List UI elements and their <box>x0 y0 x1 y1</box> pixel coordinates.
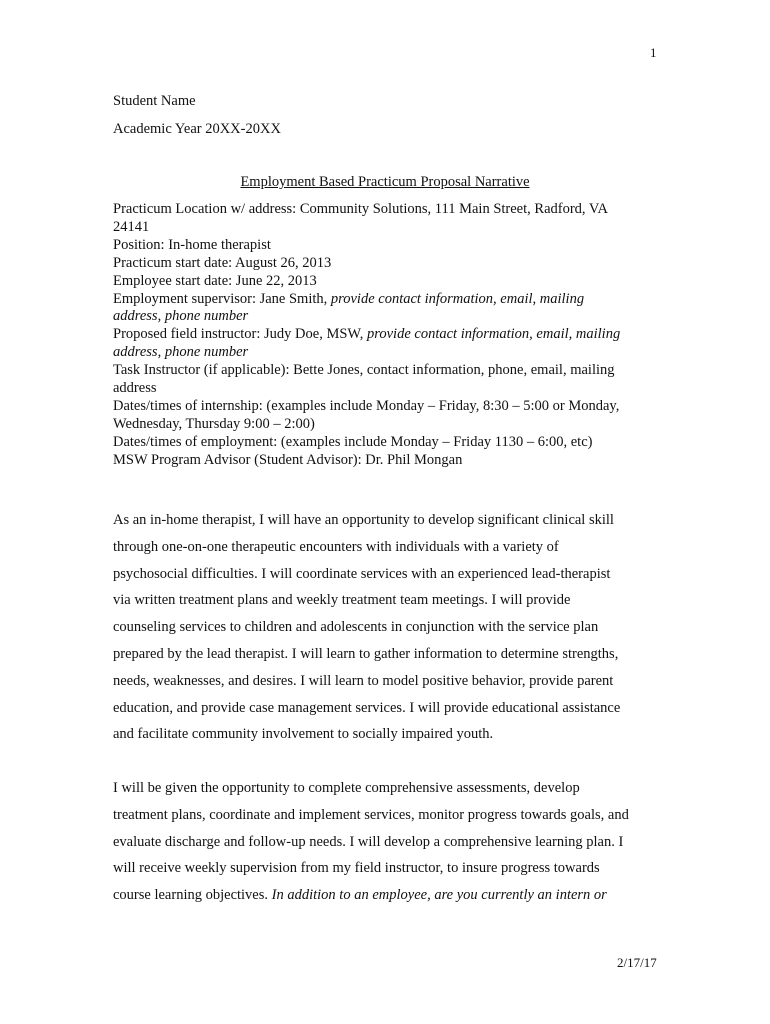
field-instructor-label: Proposed field instructor: Judy Doe, MSW, <box>113 326 368 343</box>
practicum-start-line: Practicum start date: August 26, 2013 <box>113 254 332 271</box>
paragraph-line: and facilitate community involvement to socially impaired youth. <box>113 726 494 743</box>
supervisor-contact-note-cont: address, phone number <box>113 308 249 325</box>
location-zip-line: 24141 <box>113 218 150 235</box>
document-title: Employment Based Practicum Proposal Narrative <box>240 174 530 190</box>
paragraph-line <box>113 887 658 914</box>
field-instructor-contact-note-cont: address, phone number <box>113 344 249 361</box>
instruction-note: In addition to an employee, are you currently an intern or <box>271 887 607 904</box>
academic-year: Academic Year 20XX-20XX <box>113 121 281 137</box>
field-instructor-contact-note: provide contact information, email, mailing <box>367 326 621 343</box>
student-name: Student Name <box>113 93 196 109</box>
paragraph-line: via written treatment plans and weekly treatment team meetings. I will provide <box>113 592 571 609</box>
practicum-details <box>113 201 658 470</box>
paragraph-line-text: course learning objectives. <box>113 887 272 904</box>
paragraph-line: needs, weaknesses, and desires. I will learn to model positive behavior, provide parent <box>113 672 614 689</box>
paragraph-line: through one-on-one therapeutic encounters with individuals with a variety of <box>113 538 559 555</box>
narrative-paragraph-2 <box>113 780 658 914</box>
location-line: Practicum Location w/ address: Community Solutions, 111 Main Street, Radford, VA <box>113 201 608 217</box>
supervisor-line <box>113 291 658 309</box>
task-instructor-line-cont: address <box>113 380 157 397</box>
footer-date: 2/17/17 <box>617 955 657 970</box>
employment-times-line: Dates/times of employment: (examples include Monday – Friday 1130 – 6:00, etc) <box>113 433 593 450</box>
position-line: Position: In-home therapist <box>113 236 271 253</box>
paragraph-line: As an in-home therapist, I will have an opportunity to develop significant clinical skill <box>113 512 614 528</box>
paragraph-line: education, and provide case management services. I will provide educational assistance <box>113 699 621 716</box>
internship-times-line: Dates/times of internship: (examples include Monday – Friday, 8:30 – 5:00 or Monday, <box>113 397 620 414</box>
internship-times-line-cont: Wednesday, Thursday 9:00 – 2:00) <box>113 415 315 432</box>
advisor-line: MSW Program Advisor (Student Advisor): Dr. Phil Mongan <box>113 451 463 468</box>
supervisor-label: Employment supervisor: Jane Smith, <box>113 290 331 307</box>
paragraph-line: evaluate discharge and follow-up needs. I will develop a comprehensive learning plan. I <box>113 833 624 850</box>
employee-start-line: Employee start date: June 22, 2013 <box>113 272 317 289</box>
paragraph-line: prepared by the lead therapist. I will learn to gather information to determine strengths, <box>113 645 619 662</box>
task-instructor-line: Task Instructor (if applicable): Bette Jones, contact information, phone, email, mailing <box>113 362 615 379</box>
paragraph-line: I will be given the opportunity to complete comprehensive assessments, develop <box>113 780 580 796</box>
paragraph-line: psychosocial difficulties. I will coordinate services with an experienced lead-therapist <box>113 565 611 582</box>
page-number: 1 <box>650 45 657 60</box>
narrative-paragraph-1 <box>113 512 658 753</box>
paragraph-line: treatment plans, coordinate and implement services, monitor progress towards goals, and <box>113 806 629 823</box>
paragraph-line: will receive weekly supervision from my field instructor, to insure progress towards <box>113 860 600 877</box>
field-instructor-line <box>113 326 658 344</box>
supervisor-contact-note: provide contact information, email, mailing <box>330 290 585 307</box>
paragraph-line: counseling services to children and adolescents in conjunction with the service plan <box>113 619 599 636</box>
